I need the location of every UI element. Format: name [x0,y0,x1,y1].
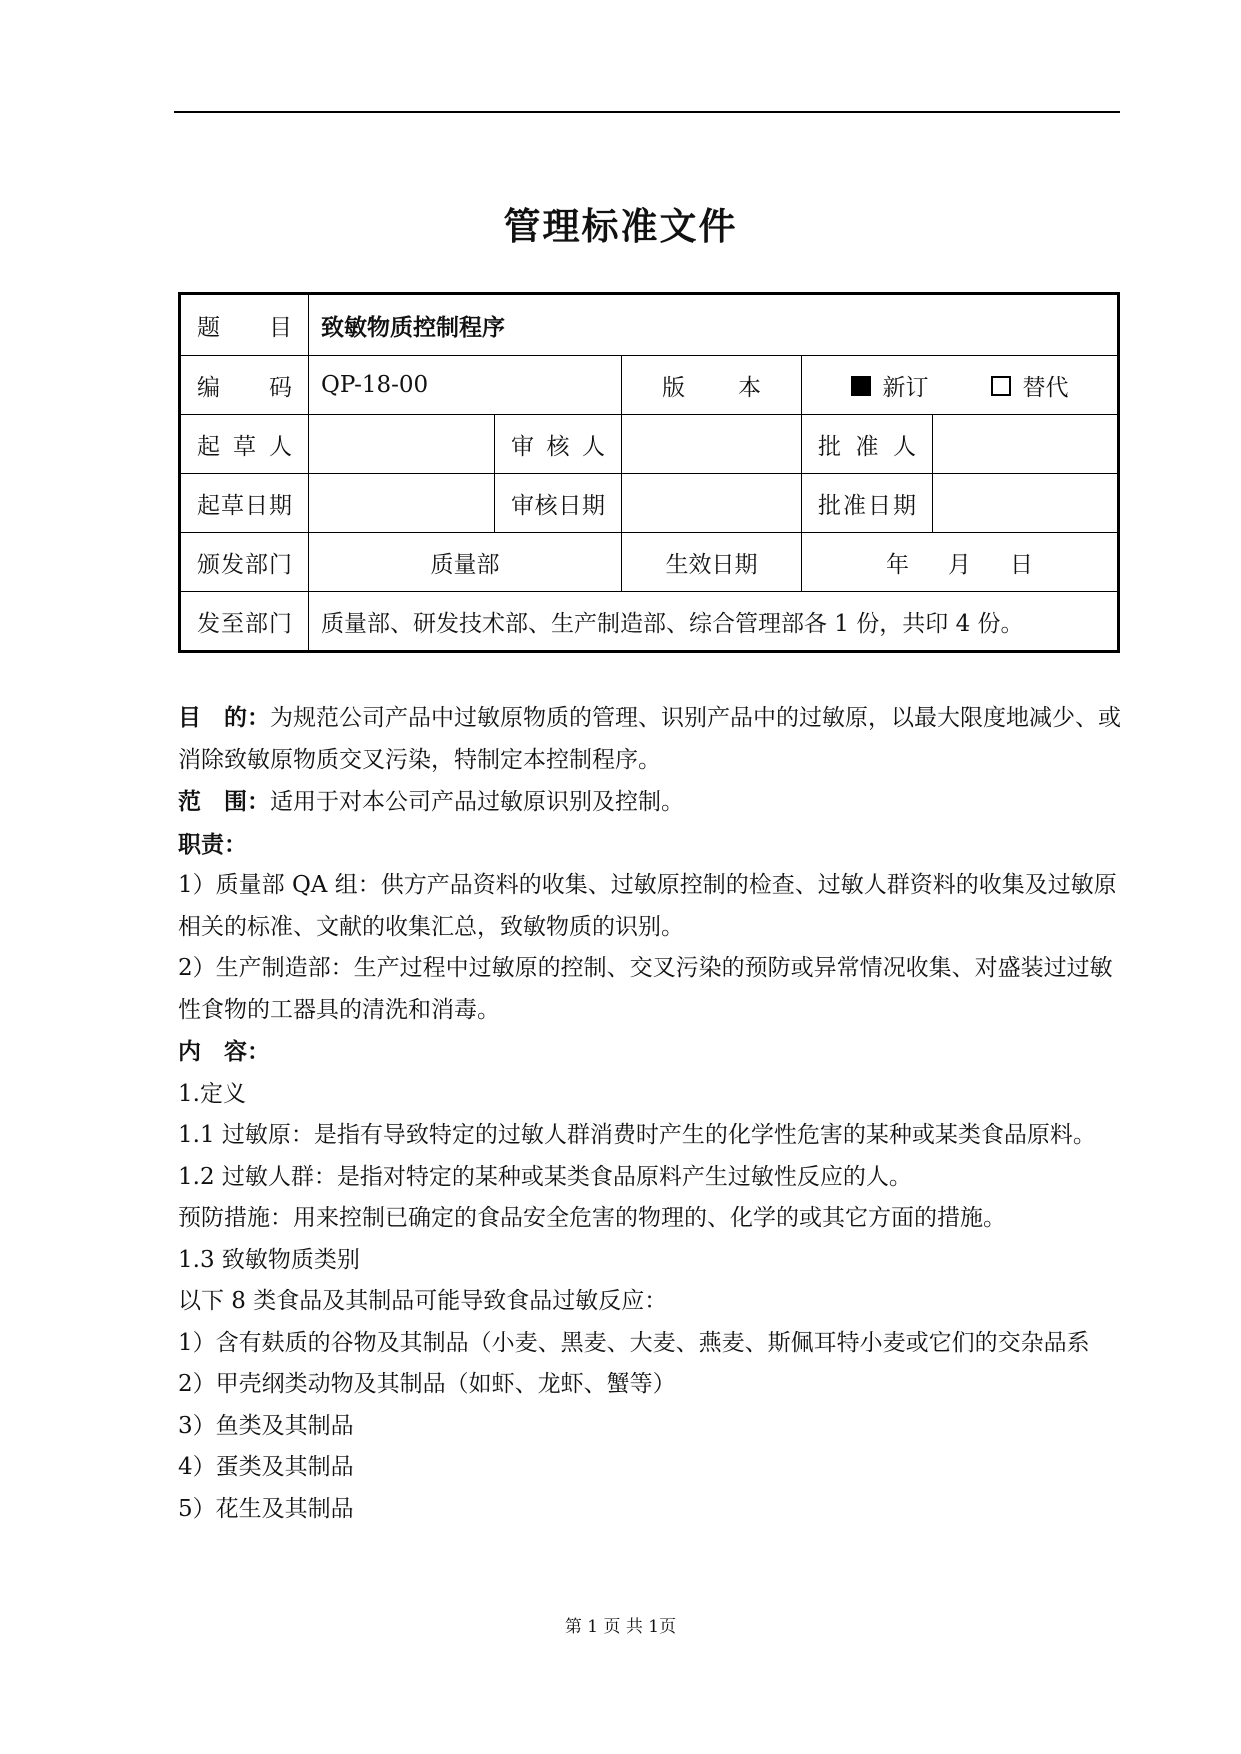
reviewer-value [622,415,802,474]
issue-dept-label: 颁发部门 [180,533,309,592]
unchecked-box-icon [991,376,1011,396]
document-info-table [178,292,1120,653]
reviewer-label: 审核人 [495,415,622,474]
scope-paragraph: 范 围：适用于对本公司产品过敏原识别及控制。 [178,788,684,815]
approve-date-label: 批准日期 [802,474,933,533]
subject-value: 致敏物质控制程序 [309,294,1119,356]
checked-box-icon [851,376,871,396]
review-date-value [622,474,802,533]
effective-date-label: 生效日期 [622,533,802,592]
version-label: 版 本 [622,356,802,415]
approver-value [933,415,1119,474]
header-rule [174,111,1120,113]
draft-date-value [309,474,495,533]
version-replace-option: 替代 [991,369,1069,402]
approver-label: 批准人 [802,415,933,474]
table-row [180,533,1119,592]
table-row [180,415,1119,474]
document-body [178,697,1124,1530]
allergen-intro: 以下 8 类食品及其制品可能导致食品过敏反应： [178,1288,668,1314]
code-value: QP-18-00 [309,356,622,415]
list-item: 5）花生及其制品 [178,1495,354,1522]
distribution-label: 发至部门 [180,592,309,652]
content-heading: 内 容： [178,1038,270,1065]
draft-date-label: 起草日期 [180,474,309,533]
distribution-value: 质量部、研发技术部、生产制造部、综合管理部各 1 份，共印 4 份。 [309,592,1119,652]
document-title: 管理标准文件 [503,204,738,248]
version-new-option: 新订 [851,369,929,402]
list-item: 3）鱼类及其制品 [178,1412,354,1439]
table-row [180,474,1119,533]
effective-date-value: 年 月 日 [802,533,1119,592]
table-row [180,356,1119,415]
definition-item: 1.2 过敏人群：是指对特定的某种或某类食品原料产生过敏性反应的人。 [178,1163,912,1190]
definition-heading: 1.定义 [178,1080,246,1107]
code-label: 编 码 [180,356,309,415]
definition-item: 1.1 过敏原：是指有导致特定的过敏人群消费时产生的化学性危害的某种或某类食品原料。 [178,1122,1096,1148]
drafter-value [309,415,495,474]
duty-heading: 职责： [178,830,247,858]
issue-dept-value: 质量部 [309,533,622,592]
allergen-category-heading: 1.3 致敏物质类别 [178,1246,360,1273]
drafter-label: 起草人 [180,415,309,474]
duty-item: 2）生产制造部：生产过程中过敏原的控制、交叉污染的预防或异常情况收集、对盛装过过敏性食物的工器具的清洗和消毒。 [178,955,1113,1023]
table-row [180,592,1119,652]
list-item: 1）含有麸质的谷物及其制品（小麦、黑麦、大麦、燕麦、斯佩耳特小麦或它们的交杂品系 [178,1329,1090,1356]
version-options [802,356,1119,415]
page-number: 第 1 页 共 1页 [564,1617,677,1637]
subject-label: 题 目 [180,294,309,356]
list-item: 2）甲壳纲类动物及其制品（如虾、龙虾、蟹等） [178,1371,676,1397]
prevention-paragraph: 预防措施：用来控制已确定的食品安全危害的物理的、化学的或其它方面的措施。 [178,1205,1006,1231]
purpose-paragraph: 目 的：为规范公司产品中过敏原物质的管理、识别产品中的过敏原，以最大限度地减少、或消除致敏原物质交叉污染，特制定本控制程序。 [178,704,1121,773]
duty-item: 1）质量部 QA 组：供方产品资料的收集、过敏原控制的检查、过敏人群资料的收集及过敏原相关的标准、文献的收集汇总，致敏物质的识别。 [178,872,1117,940]
review-date-label: 审核日期 [495,474,622,533]
table-row [180,294,1119,356]
list-item: 4）蛋类及其制品 [178,1454,354,1480]
approve-date-value [933,474,1119,533]
